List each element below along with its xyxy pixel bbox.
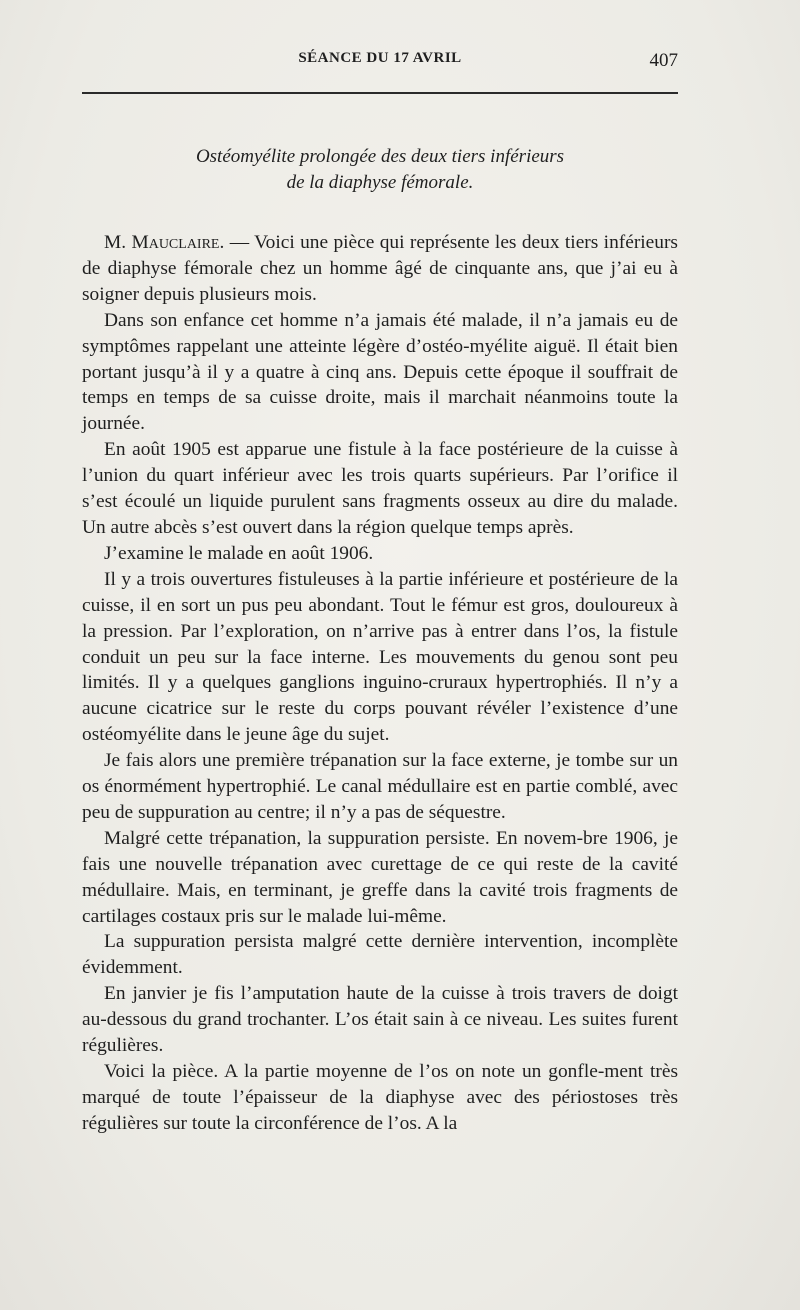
article-title	[82, 144, 678, 196]
header-rule	[82, 92, 678, 94]
paragraph-2: Dans son enfance cet homme n’a jamais été malade, il n’a jamais eu de symptômes rappelant une atteinte légère d’ostéo-myélite aiguë. Il était bien portant jusqu’à il y a quatre à cinq ans. Depuis cette époque il souffrait de temps en temps de sa cuisse droite, mais il marchait néanmoins toute la journée.	[82, 309, 678, 435]
paragraph-6: Je fais alors une première trépanation sur la face externe, je tombe sur un os énormément hypertrophié. Le canal médullaire est en partie comblé, avec peu de suppuration au centre; il n’y a pas de séquestre.	[82, 750, 678, 823]
page-number: 407	[649, 50, 678, 71]
paragraph-1	[82, 230, 678, 308]
page-header	[82, 50, 678, 74]
paragraph-8: La suppuration persista malgré cette dernière intervention, incomplète évidemment.	[82, 931, 678, 979]
paragraph-10: Voici la pièce. A la partie moyenne de l’os on note un gonfle-ment très marqué de toute l’épaisseur de la diaphyse avec des périostoses très régulières sur toute la circonférence de l’os. A la	[82, 1061, 678, 1134]
paragraph-3: En août 1905 est apparue une fistule à la face postérieure de la cuisse à l’union du quart inférieur avec les trois quarts supérieurs. Par l’orifice il s’est écoulé un liquide purulent sans fragments osseux au dire du malade. Un autre abcès s’est ouvert dans la région quelque temps après.	[82, 439, 678, 538]
paragraph-7: Malgré cette trépanation, la suppuration persiste. En novem-bre 1906, je fais une nouvelle trépanation avec curettage de ce qui reste de la cavité médullaire. Mais, en terminant, je greffe dans la cavité trois fragments de cartilages costaux pris sur le malade lui-même.	[82, 827, 678, 927]
article-title-line-1: Ostéomyélite prolongée des deux tiers inférieurs	[195, 146, 565, 167]
author-name: M. Mauclaire.	[104, 232, 225, 253]
paragraph-4: J’examine le malade en août 1906.	[104, 542, 374, 564]
running-title: SÉANCE DU 17 AVRIL	[298, 50, 462, 66]
paragraph-5: Il y a trois ouvertures fistuleuses à la partie inférieure et postérieure de la cuisse, il en sort un pus peu abondant. Tout le fémur est gros, douloureux à la pression. Par l’exploration, on n’arrive pas à entrer dans l’os, la fistule conduit un peu sur la face interne. Les mouvements du genou sont peu limités. Il y a quelques ganglions inguino-cruraux hypertrophiés. Il n’y a aucune cicatrice sur le reste du corps pouvant révéler l’existence d’une ostéomyélite dans le jeune âge du sujet.	[82, 568, 678, 746]
paragraph-9: En janvier je fis l’amputation haute de la cuisse à trois travers de doigt au-dessous du grand trochanter. L’os était sain à ce niveau. Les suites furent régulières.	[82, 983, 678, 1057]
article-title-line-2: de la diaphyse fémorale.	[286, 172, 474, 193]
article-body	[82, 230, 678, 1137]
paragraph-1-text: — Voici une pièce qui représente les deux tiers inférieurs de diaphyse fémorale chez un homme âgé de cinquante ans, que j’ai eu à soigner depuis plusieurs mois.	[82, 232, 678, 305]
